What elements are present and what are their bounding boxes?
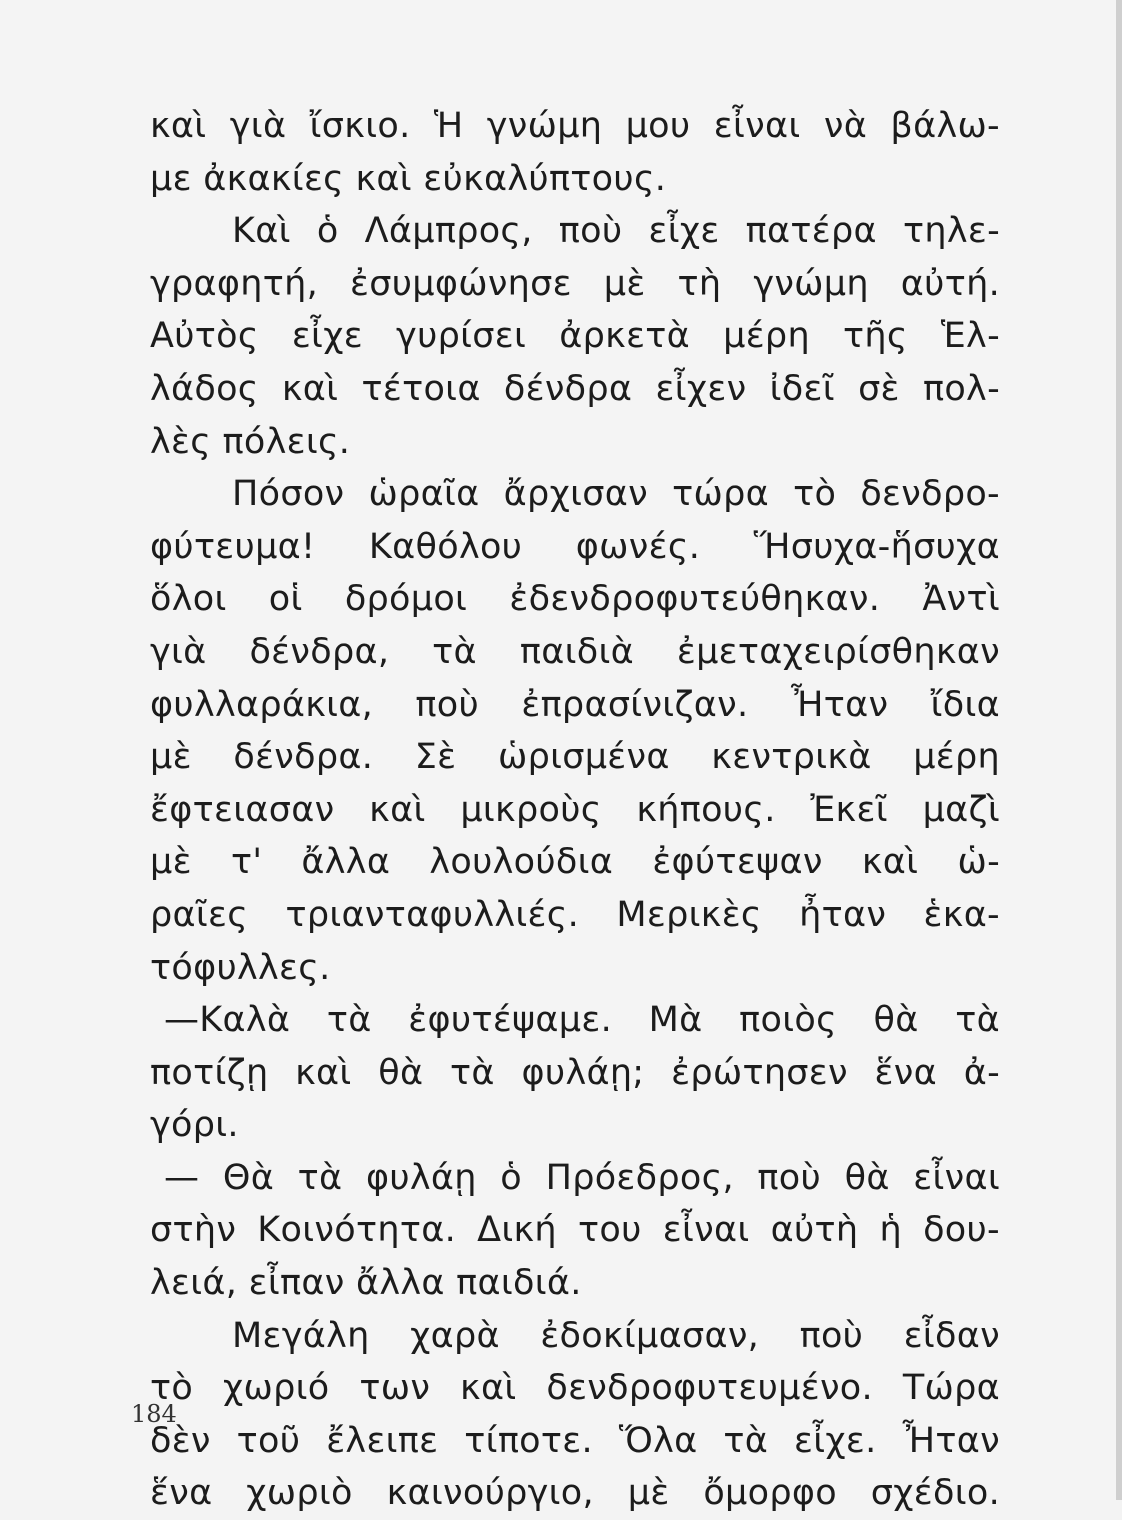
text-line: Αὐτὸς εἶχε γυρίσει ἀρκετὰ μέρη τῆς Ἑλ-	[150, 316, 1000, 357]
text-line: λάδος καὶ τέτοια δένδρα εἶχεν ἰδεῖ σὲ πολ-	[150, 368, 1000, 409]
text-line: καὶ γιὰ ἴσκιο. Ἡ γνώμη μου εἶναι νὰ βάλω-	[150, 106, 1000, 146]
text-line: λὲς πόλεις.	[150, 421, 351, 462]
text-line: τόφυλλες.	[150, 947, 331, 988]
text-line: δὲν τοῦ ἔλειπε τίποτε. Ὅλα τὰ εἶχε. Ἦταν	[150, 1420, 1000, 1461]
text-line: —Καλὰ τὰ ἐφυτέψαμε. Μὰ ποιὸς θὰ τὰ	[164, 1000, 1000, 1041]
text-line: Πόσον ὡραῖα ἄρχισαν τώρα τὸ δενδρο-	[232, 474, 1000, 515]
text-line: τὸ χωριό των καὶ δενδροφυτευμένο. Τώρα	[150, 1368, 1000, 1409]
text-line: λειά, εἶπαν ἄλλα παιδιά.	[150, 1263, 582, 1304]
text-line: ὅλοι οἱ δρόμοι ἐδενδροφυτεύθηκαν. Ἀντὶ	[150, 579, 1000, 620]
body-text	[150, 100, 1000, 1520]
text-line: Καὶ ὁ Λάμπρος, ποὺ εἶχε πατέρα τηλε-	[232, 211, 1000, 252]
text-line: μὲ δένδρα. Σὲ ὡρισμένα κεντρικὰ μέρη	[150, 737, 1000, 778]
text-line: — Θὰ τὰ φυλάῃ ὁ Πρόεδρος, ποὺ θὰ εἶναι	[164, 1157, 1000, 1198]
text-line: γόρι.	[150, 1105, 239, 1146]
text-line: στὴν Κοινότητα. Δική του εἶναι αὐτὴ ἡ δου-	[150, 1210, 1000, 1251]
text-line: γιὰ δένδρα, τὰ παιδιὰ ἐμεταχειρίσθηκαν	[150, 631, 1000, 672]
text-line: ποτίζῃ καὶ θὰ τὰ φυλάῃ; ἐρώτησεν ἕνα ἀ-	[150, 1052, 1000, 1093]
text-line: φύτευμα! Καθόλου φωνές. Ἥσυχα-ἥσυχα	[150, 526, 1000, 567]
text-line: ραῖες τριανταφυλλιές. Μερικὲς ἦταν ἑκα-	[150, 894, 1000, 935]
text-line: μὲ τ' ἄλλα λουλούδια ἐφύτεψαν καὶ ὡ-	[150, 842, 1000, 883]
text-line: Μεγάλη χαρὰ ἐδοκίμασαν, ποὺ εἶδαν	[232, 1315, 1000, 1356]
text-line: φυλλαράκια, ποὺ ἐπρασίνιζαν. Ἦταν ἴδια	[150, 684, 1000, 725]
text-line: ἕνα χωριὸ καινούργιο, μὲ ὄμορφο σχέδιο.	[150, 1473, 1000, 1514]
text-line: με ἀκακίες καὶ εὐκαλύπτους.	[150, 158, 667, 199]
page-edge-shadow	[1116, 0, 1122, 1500]
page-number: 184	[131, 1400, 177, 1428]
text-line: ἔφτειασαν καὶ μικροὺς κήπους. Ἐκεῖ μαζὶ	[150, 789, 1000, 830]
text-line: γραφητή, ἐσυμφώνησε μὲ τὴ γνώμη αὐτή.	[150, 263, 1000, 304]
